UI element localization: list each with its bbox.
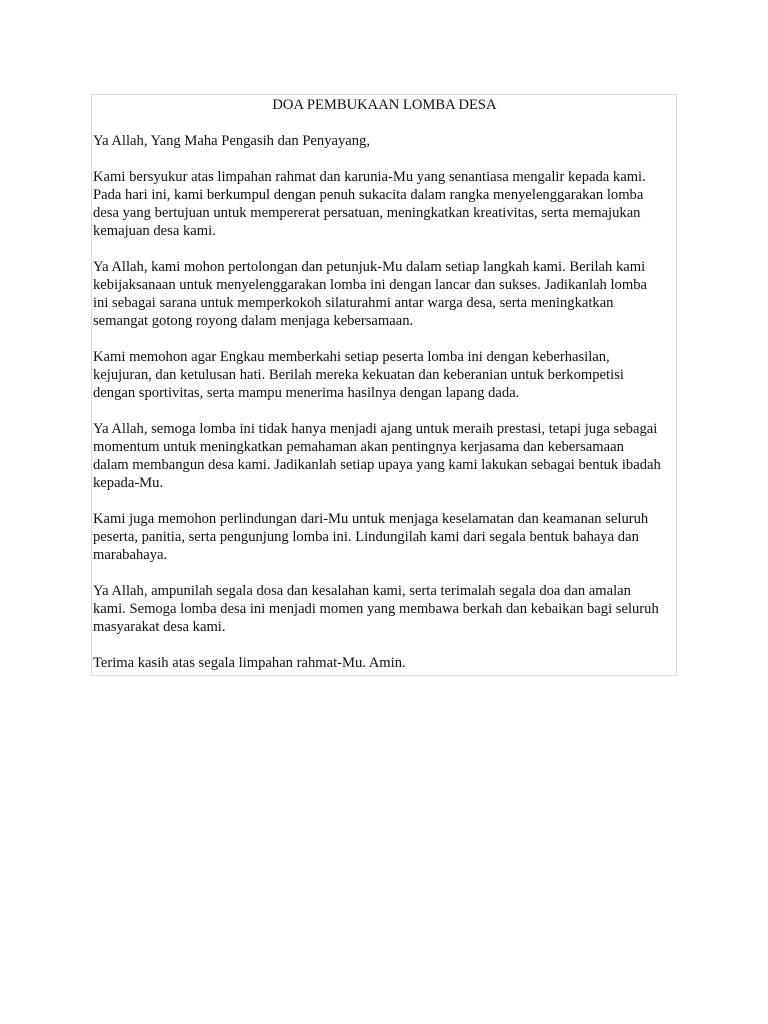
paragraph-greeting — [93, 132, 676, 150]
paragraph-line: Pada hari ini, kami berkumpul dengan penuh sukacita dalam rangka menyelenggarakan lomba — [93, 187, 644, 203]
paragraph-closing — [93, 654, 676, 672]
document-title: DOA PEMBUKAAN LOMBA DESA — [272, 97, 497, 113]
paragraph-blessing-participants — [93, 348, 676, 402]
paragraph-line: kebijaksanaan untuk menyelenggarakan lomba ini dengan lancar dan sukses. Jadikanlah lomba — [93, 277, 647, 293]
paragraph-line: kemajuan desa kami. — [93, 223, 216, 239]
paragraph-guidance — [93, 258, 676, 330]
paragraph-line: kejujuran, dan ketulusan hati. Berilah mereka kekuatan dan keberanian untuk berkompetisi — [93, 367, 624, 383]
paragraph-line: kepada-Mu. — [93, 475, 164, 491]
paragraph-line: Ya Allah, ampunilah segala dosa dan kesalahan kami, serta terimalah segala doa dan amalan — [93, 583, 631, 599]
paragraph-line: marabahaya. — [93, 547, 168, 563]
paragraph-line: dalam membangun desa kami. Jadikanlah setiap upaya yang kami lakukan sebagai bentuk ibadah — [93, 457, 661, 473]
paragraph-line: Kami bersyukur atas limpahan rahmat dan karunia-Mu yang senantiasa mengalir kepada kami. — [93, 169, 646, 185]
paragraph-protection — [93, 510, 676, 564]
paragraph-gratitude — [93, 168, 676, 240]
paragraph-line: dengan sportivitas, serta mampu menerima hasilnya dengan lapang dada. — [93, 385, 520, 401]
paragraph-line: Terima kasih atas segala limpahan rahmat-Mu. Amin. — [93, 655, 406, 671]
paragraph-line: semangat gotong royong dalam menjaga kebersamaan. — [93, 313, 414, 329]
paragraph-forgiveness — [93, 582, 676, 636]
paragraph-line: Ya Allah, kami mohon pertolongan dan petunjuk-Mu dalam setiap langkah kami. Berilah kami — [93, 259, 646, 275]
paragraph-line: desa yang bertujuan untuk mempererat persatuan, meningkatkan kreativitas, serta memajukan — [93, 205, 641, 221]
document-page — [91, 94, 677, 676]
paragraph-line: peserta, panitia, serta pengunjung lomba ini. Lindungilah kami dari segala bentuk bahaya dan — [93, 529, 639, 545]
paragraph-line: Kami juga memohon perlindungan dari-Mu untuk menjaga keselamatan dan keamanan seluruh — [93, 511, 649, 527]
paragraph-line: Ya Allah, Yang Maha Pengasih dan Penyayang, — [93, 133, 370, 149]
paragraph-line: momentum untuk meningkatkan pemahaman akan pentingnya kerjasama dan kebersamaan — [93, 439, 624, 455]
paragraph-line: Kami memohon agar Engkau memberkahi setiap peserta lomba ini dengan keberhasilan, — [93, 349, 610, 365]
paragraph-line: Ya Allah, semoga lomba ini tidak hanya menjadi ajang untuk meraih prestasi, tetapi juga sebagai — [93, 421, 658, 437]
paragraph-line: masyarakat desa kami. — [93, 619, 226, 635]
paragraph-momentum — [93, 420, 676, 492]
paragraph-line: kami. Semoga lomba desa ini menjadi momen yang membawa berkah dan kebaikan bagi seluruh — [93, 601, 659, 617]
paragraph-line: ini sebagai sarana untuk memperkokoh silaturahmi antar warga desa, serta meningkatkan — [93, 295, 614, 311]
